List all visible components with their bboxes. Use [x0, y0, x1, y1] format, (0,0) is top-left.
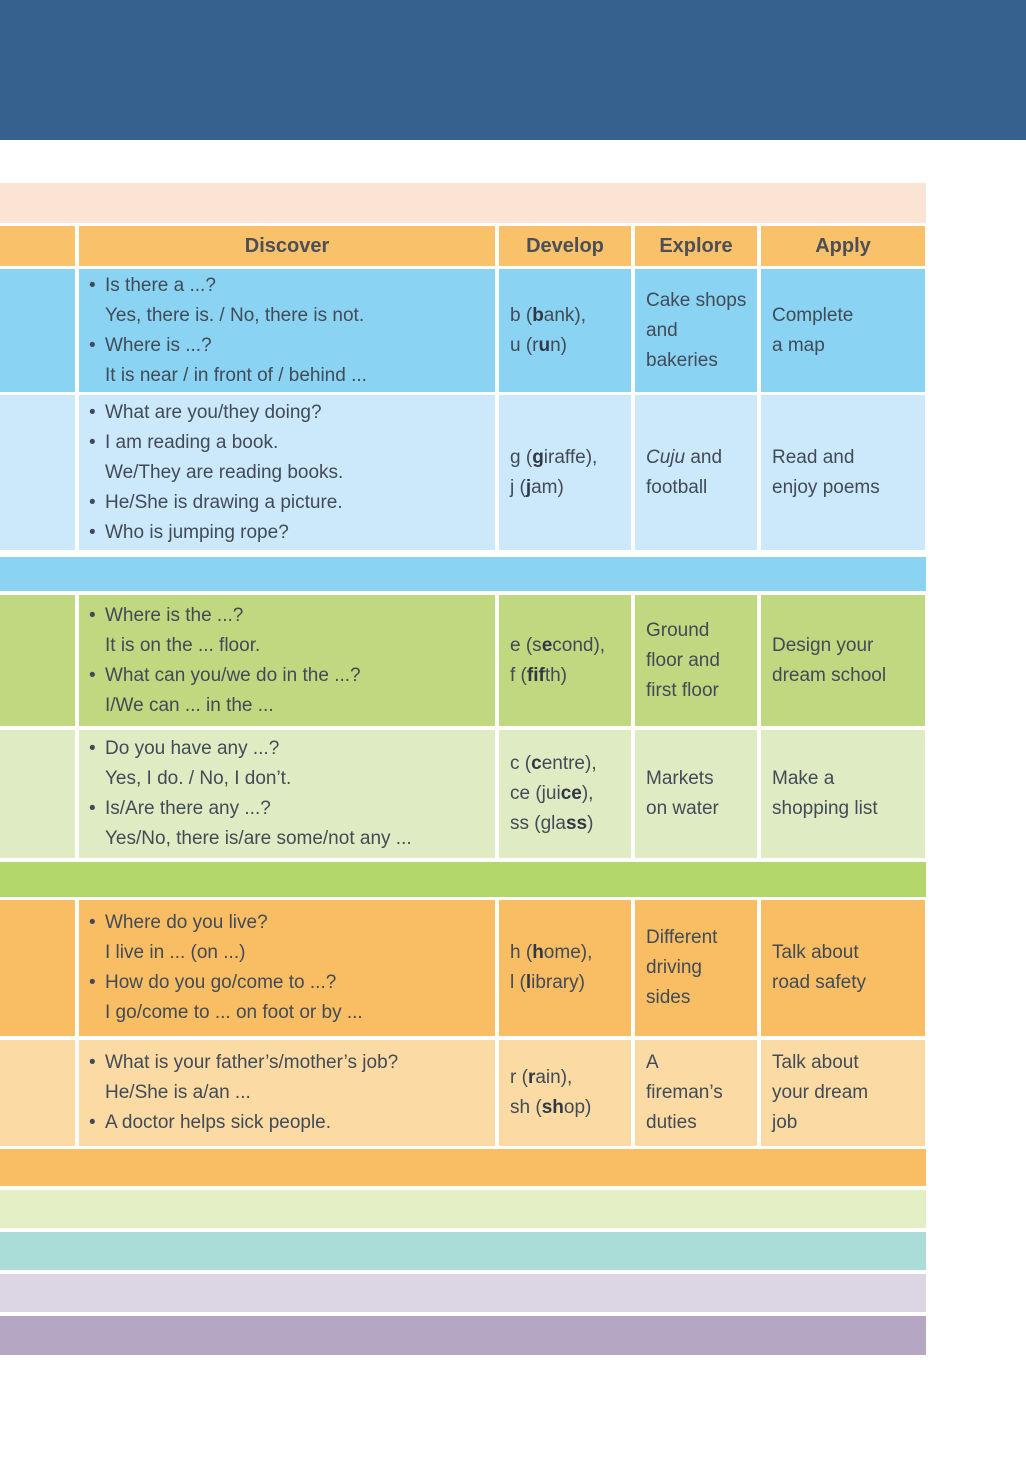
bullet-line [89, 398, 491, 428]
bullet-line [89, 271, 491, 301]
bullet-dot: • [89, 274, 96, 296]
bullet-dot [89, 361, 105, 391]
bottom-band-teal [0, 1232, 926, 1270]
bullet-line [89, 661, 491, 691]
explore-cell [635, 595, 757, 726]
discover-line-text: I am reading a book. [105, 431, 279, 453]
discover-line-text: What is your father’s/mother’s job? [105, 1052, 399, 1073]
bullet-line [89, 734, 491, 764]
bullet-dot: • [89, 738, 96, 759]
develop-cell [499, 730, 631, 858]
cell-text: Talk about road safety [772, 942, 866, 993]
discover-cell [79, 900, 495, 1036]
bullet-dot [89, 938, 105, 968]
cell-text: h (home), l (library) [510, 942, 593, 993]
review-band-orange [0, 1149, 926, 1186]
header-cell-units [0, 226, 75, 266]
discover-line-text: How do you go/come to ...? [105, 972, 337, 993]
bullet-dot [89, 458, 105, 488]
bullet-line [89, 968, 491, 998]
unit-color-cell [0, 900, 75, 1036]
discover-line-text: I/We can ... in the ... [105, 694, 274, 716]
table-row [0, 730, 926, 858]
bullet-line [89, 794, 491, 824]
continuation-line [89, 301, 491, 331]
continuation-line [89, 361, 491, 391]
bullet-dot: • [89, 1112, 96, 1133]
header-cell-explore [635, 226, 757, 266]
bullet-dot: • [89, 1052, 96, 1073]
bullet-dot: • [89, 664, 96, 686]
explore-cell [635, 900, 757, 1036]
discover-line-text: It is near / in front of / behind ... [105, 364, 367, 386]
continuation-line [89, 998, 491, 1028]
discover-cell [79, 595, 495, 726]
cell-text: Cuju and football [646, 446, 723, 498]
unit-color-cell [0, 730, 75, 858]
cell-text: Design your dream school [772, 634, 887, 686]
bullet-dot: • [89, 334, 96, 356]
column-header-apply: Apply [815, 234, 871, 257]
bullet-dot [89, 1078, 105, 1108]
cell-text: b (bank), u (run) [510, 304, 587, 356]
bullet-line [89, 908, 491, 938]
discover-cell [79, 730, 495, 858]
discover-line-text: We/They are reading books. [105, 461, 344, 483]
continuation-line [89, 691, 491, 721]
discover-line-text: I live in ... (on ...) [105, 942, 246, 963]
develop-cell [499, 900, 631, 1036]
cell-text: A fireman’s duties [646, 1052, 723, 1133]
bottom-band-purple [0, 1316, 926, 1355]
discover-line-text: A doctor helps sick people. [105, 1112, 332, 1133]
bullet-line [89, 518, 491, 548]
explore-cell [635, 269, 757, 392]
bullet-dot: • [89, 521, 96, 543]
unit-color-cell [0, 269, 75, 392]
apply-cell [761, 395, 925, 550]
scope-sequence-table [0, 183, 926, 1355]
bullet-dot [89, 824, 105, 854]
cell-text: Complete a map [772, 304, 854, 356]
top-banner [0, 0, 1026, 140]
cell-text: Read and enjoy poems [772, 446, 880, 498]
review-band-blue [0, 557, 926, 591]
discover-line-text: What can you/we do in the ...? [105, 664, 361, 686]
develop-cell [499, 595, 631, 726]
continuation-line [89, 458, 491, 488]
bullet-dot: • [89, 401, 96, 423]
cell-text: Talk about your dream job [772, 1052, 869, 1133]
bottom-band-light-green [0, 1190, 926, 1228]
bullet-dot: • [89, 972, 96, 993]
unit-color-cell [0, 1040, 75, 1146]
bullet-line [89, 331, 491, 361]
develop-cell [499, 395, 631, 550]
bullet-dot: • [89, 604, 96, 626]
discover-line-text: Yes, I do. / No, I don’t. [105, 768, 292, 789]
table-row [0, 395, 926, 550]
bullet-line [89, 488, 491, 518]
discover-line-text: Yes, there is. / No, there is not. [105, 304, 365, 326]
cell-text: Make a shopping list [772, 768, 878, 819]
develop-cell [499, 1040, 631, 1146]
develop-cell [499, 269, 631, 392]
unit-color-cell [0, 395, 75, 550]
continuation-line [89, 631, 491, 661]
bullet-dot [89, 998, 105, 1028]
discover-line-text: Is there a ...? [105, 274, 216, 296]
header-cell-develop [499, 226, 631, 266]
discover-cell [79, 1040, 495, 1146]
bullet-line [89, 601, 491, 631]
bullet-dot [89, 691, 105, 721]
discover-line-text: Is/Are there any ...? [105, 798, 271, 819]
apply-cell [761, 269, 925, 392]
discover-line-text: Where is ...? [105, 334, 212, 356]
discover-cell [79, 395, 495, 550]
explore-cell [635, 730, 757, 858]
table-row [0, 1040, 926, 1146]
discover-line-text: What are you/they doing? [105, 401, 322, 423]
discover-line-text: Yes/No, there is/are some/not any ... [105, 828, 412, 849]
column-header-discover: Discover [244, 234, 330, 257]
header-row [0, 226, 926, 266]
discover-line-text: He/She is drawing a picture. [105, 491, 343, 513]
bullet-dot [89, 631, 105, 661]
bullet-line [89, 1108, 491, 1138]
cell-text: c (centre), ce (juice), ss (glass) [510, 753, 597, 834]
continuation-line [89, 938, 491, 968]
discover-cell [79, 269, 495, 392]
cell-text: Markets on water [646, 768, 719, 819]
peach-band [0, 183, 926, 223]
discover-line-text: Who is jumping rope? [105, 521, 289, 543]
continuation-line [89, 764, 491, 794]
bullet-line [89, 428, 491, 458]
unit-color-cell [0, 595, 75, 726]
discover-line-text: He/She is a/an ... [105, 1082, 251, 1103]
apply-cell [761, 1040, 925, 1146]
apply-cell [761, 900, 925, 1036]
bullet-dot: • [89, 912, 96, 933]
bullet-dot: • [89, 491, 96, 513]
explore-cell [635, 395, 757, 550]
bullet-line [89, 1048, 491, 1078]
discover-line-text: Where is the ...? [105, 604, 244, 626]
bullet-dot: • [89, 431, 96, 453]
cell-text: g (giraffe), j (jam) [510, 446, 598, 498]
bullet-dot: • [89, 798, 96, 819]
discover-line-text: It is on the ... floor. [105, 634, 261, 656]
table-row [0, 269, 926, 392]
table-row [0, 900, 926, 1036]
bullet-dot [89, 301, 105, 331]
continuation-line [89, 824, 491, 854]
discover-line-text: I go/come to ... on foot or by ... [105, 1002, 363, 1023]
cell-text: Ground floor and first floor [646, 619, 720, 701]
cell-text: e (second), f (fifth) [510, 634, 606, 686]
bottom-band-lavender [0, 1274, 926, 1312]
table-row [0, 595, 926, 726]
header-cell-discover [79, 226, 495, 266]
review-band-green [0, 862, 926, 897]
continuation-line [89, 1078, 491, 1108]
bullet-dot [89, 764, 105, 794]
cell-text: Cake shops and bakeries [646, 289, 747, 371]
column-header-explore: Explore [659, 234, 733, 257]
apply-cell [761, 730, 925, 858]
cell-text: Different driving sides [646, 927, 718, 1008]
discover-line-text: Where do you live? [105, 912, 268, 933]
explore-cell [635, 1040, 757, 1146]
column-header-develop: Develop [526, 234, 604, 257]
cell-text: r (rain), sh (shop) [510, 1067, 592, 1118]
header-cell-apply [761, 226, 925, 266]
discover-line-text: Do you have any ...? [105, 738, 280, 759]
apply-cell [761, 595, 925, 726]
